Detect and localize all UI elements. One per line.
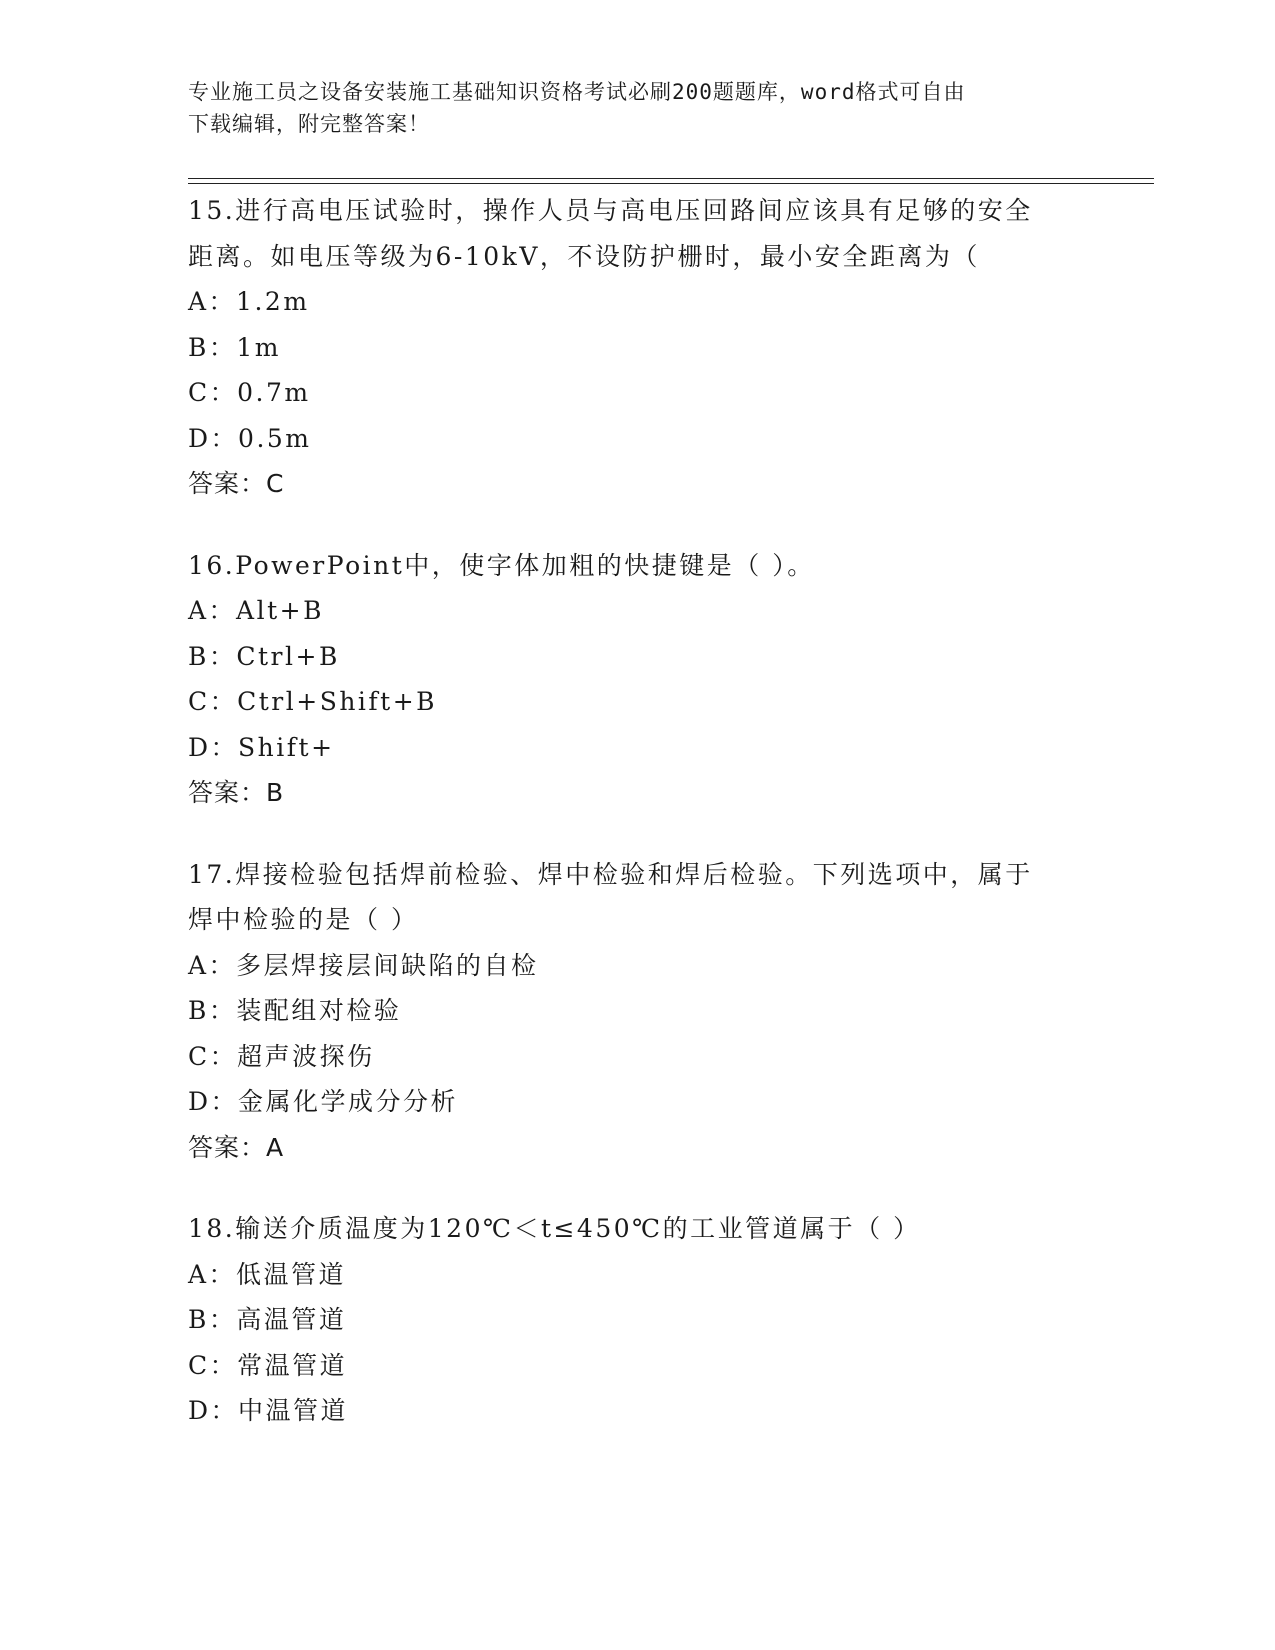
option-a: A：1.2m	[188, 287, 310, 316]
option-d: D：中温管道	[188, 1396, 349, 1425]
question-stem-line: 距离。如电压等级为6-10kV，不设防护栅时，最小安全距离为（	[188, 241, 980, 271]
option-c: C：超声波探伤	[188, 1041, 375, 1071]
question-15	[188, 188, 1088, 507]
header-divider-bottom	[188, 183, 1154, 184]
question-stem-line: 17.焊接检验包括焊前检验、焊中检验和焊后检验。下列选项中，属于	[188, 859, 1033, 889]
answer-line: 答案：A	[188, 1132, 285, 1162]
option-c: C：常温管道	[188, 1350, 348, 1380]
question-list	[188, 188, 1088, 1470]
question-stem-line: 焊中检验的是（ ）	[188, 905, 419, 934]
header-divider-top	[188, 178, 1154, 179]
option-a: A：多层焊接层间缺陷的自检	[188, 950, 539, 980]
question-17	[188, 852, 1088, 1171]
option-b: B：装配组对检验	[188, 996, 402, 1025]
option-b: B：Ctrl+B	[188, 641, 340, 671]
question-16	[188, 543, 1088, 816]
answer-line: 答案：C	[188, 469, 285, 498]
option-d: D：0.5m	[188, 423, 312, 453]
option-d: D：Shift+	[188, 732, 335, 762]
question-18	[188, 1206, 1088, 1434]
question-stem-line: 15.进行高电压试验时，操作人员与高电压回路间应该具有足够的安全	[188, 196, 1033, 225]
option-a: A：低温管道	[188, 1259, 347, 1289]
option-c: C：0.7m	[188, 378, 311, 407]
option-c: C：Ctrl+Shift+B	[188, 687, 438, 716]
answer-line: 答案：B	[188, 778, 285, 807]
document-header	[188, 76, 1068, 140]
option-b: B：高温管道	[188, 1305, 347, 1334]
option-d: D：金属化学成分分析	[188, 1087, 459, 1116]
question-stem-line: 18.输送介质温度为120℃＜t≤450℃的工业管道属于（ ）	[188, 1214, 921, 1243]
header-line-2: 下载编辑，附完整答案！	[188, 112, 430, 136]
question-stem-line: 16.PowerPoint中，使字体加粗的快捷键是（ ）。	[188, 550, 815, 580]
option-a: A：Alt+B	[188, 596, 324, 625]
header-line-1: 专业施工员之设备安装施工基础知识资格考试必刷200题题库，word格式可自由	[188, 80, 966, 104]
option-b: B：1m	[188, 332, 281, 362]
